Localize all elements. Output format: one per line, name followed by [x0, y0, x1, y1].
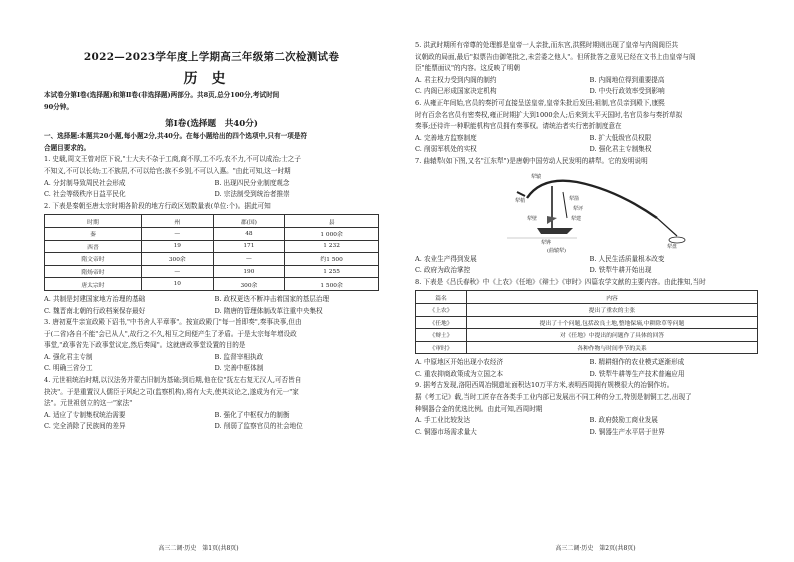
table-cell: 约1 500 — [285, 253, 379, 266]
q9-option-c[interactable]: C. 铜器市场需求量大 — [415, 427, 477, 436]
section-heading: 第Ⅰ卷(选择题 共40分) — [165, 119, 258, 130]
table-cell: — — [141, 265, 213, 278]
q1-stem-2: 不知义,不可以长幼;工不族居,不可以给官;族不乡别,不可以入惠。"由此可知,这一时期 — [44, 166, 291, 175]
table-row — [45, 253, 379, 266]
table-cell: 西晋 — [45, 240, 142, 253]
table-header: 时期 — [45, 215, 142, 228]
q5-stem-3: 臣"能票面议"的内容。这反映了明朝 — [415, 64, 520, 73]
table-cell: 提出了重农的主张 — [467, 303, 758, 316]
label-li-bi: 犁壁 — [527, 215, 538, 222]
table-header: 州 — [141, 215, 213, 228]
instructions-line-1: 一、选择题:本题共20小题,每小题2分,共40分。在每小题给出的四个选项中,只有一项是符 — [44, 132, 308, 141]
label-li-hua: 犁铧 — [541, 239, 552, 246]
plow-figure — [507, 168, 697, 254]
table-header: 内容 — [467, 291, 758, 304]
instructions-line-2: 合题目要求的。 — [44, 143, 91, 152]
table-row — [416, 303, 758, 316]
q4-option-a[interactable]: A. 适应了专制集权统治需要 — [44, 410, 126, 419]
table-cell: 1 232 — [285, 240, 379, 253]
table-row — [416, 329, 758, 342]
q6-option-a[interactable]: A. 完善地方监察制度 — [415, 133, 477, 142]
q5-option-b[interactable]: B. 内阁地位得到重要提高 — [589, 75, 665, 84]
page-2-content — [415, 40, 758, 438]
q8-option-c[interactable]: C. 重农抑商政策成为立国之本 — [415, 369, 504, 378]
q5-stem-1: 5. 洪武时期所有帝尊的处理都是皇帝一人亲批,而东宫,洪熙时期则出现了皇帝与内阁阁臣共 — [415, 41, 679, 49]
q5-options — [415, 75, 758, 98]
q7-options — [415, 254, 758, 277]
q6-stem-1: 6. 从雍正年间始,官员的奏折可直接呈送皇帝,皇帝朱批后发回;祖制,官员亲到殿下,康熙 — [415, 98, 665, 107]
table-header: 郡(国) — [213, 215, 285, 228]
table-cell: 1 255 — [285, 265, 379, 278]
q8-stem-1: 8. 下表是《吕氏春秋》中《上农》《任地》《辩土》《审时》四篇农学文献的主要内容。由此推知,当时 — [415, 277, 706, 286]
table-cell: 唐太宗时 — [45, 278, 142, 291]
table-cell: 19 — [141, 240, 213, 253]
intro-line-2: 90分钟。 — [44, 102, 73, 111]
q5-option-d[interactable]: D. 中央行政效率受到影响 — [589, 87, 665, 96]
q1-option-d[interactable]: D. 宗法制受到统治者推崇 — [214, 190, 290, 199]
q6-options — [415, 133, 758, 156]
q2-option-a[interactable]: A. 共制是封建国家地方治理的基础 — [44, 294, 146, 303]
label-li-yuan: 犁辕 — [531, 173, 542, 180]
question-2 — [44, 201, 379, 317]
q3-option-c[interactable]: C. 明确三省分工 — [44, 364, 93, 373]
q9-options — [415, 415, 758, 438]
table-row — [416, 316, 758, 329]
q4-stem-3: 法"。元世祖创立的这一"家法" — [44, 399, 133, 408]
q4-options — [44, 410, 379, 433]
q5-option-a[interactable]: A. 君主权力受到内阁的制约 — [415, 75, 497, 84]
question-6 — [415, 98, 758, 156]
q9-option-b[interactable]: B. 政府鼓励工商业发展 — [589, 416, 658, 425]
table-cell: 300余 — [213, 278, 285, 291]
table-header: 篇名 — [416, 291, 467, 304]
q7-option-a[interactable]: A. 农业生产得到发展 — [415, 254, 477, 263]
question-7 — [415, 156, 758, 277]
table-cell: 10 — [141, 278, 213, 291]
table-cell: 《审时》 — [416, 341, 467, 354]
table-cell: 提出了十个问题,包括改良土地,整地保墒,中耕除草等问题 — [467, 316, 758, 329]
question-3 — [44, 317, 379, 375]
label-li-pan: 犁盘 — [667, 243, 678, 250]
q1-options — [44, 178, 379, 201]
q3-option-d[interactable]: D. 完善中枢体制 — [214, 364, 264, 373]
question-9 — [415, 380, 758, 438]
table-cell: 1 000余 — [285, 227, 379, 240]
q3-option-a[interactable]: A. 强化君主专制 — [44, 352, 93, 361]
q1-stem-1: 1. 史载,周文王曾对臣下说,"士大夫不杂于工商,商不厚,工不巧,农不力,不可以成治;士之子 — [44, 155, 301, 164]
table-cell: — — [213, 253, 285, 266]
q7-option-c[interactable]: C. 政府为政治掌控 — [415, 266, 471, 275]
table-cell: 《上农》 — [416, 303, 467, 316]
table-cell: 48 — [213, 227, 285, 240]
q1-option-a[interactable]: A. 分封制导致周民社会形成 — [44, 178, 126, 187]
table-cell: 秦 — [45, 227, 142, 240]
table-cell: 171 — [213, 240, 285, 253]
table-row — [45, 265, 379, 278]
table-header-row — [45, 215, 379, 228]
figure-caption: (曲辕犁) — [547, 247, 566, 254]
page-1-footer: 高三二调·历史 第1页(共8页) — [158, 545, 239, 552]
q5-stem-2: 议朝政的局面,最后"拟票告由御笔批之,未尝委之他人"。但所批答之意见已经在文书上由皇帝与阁 — [415, 52, 696, 61]
q6-option-c[interactable]: C. 削弱军机处的实权 — [415, 145, 477, 154]
q3-options — [44, 352, 379, 375]
q6-option-d[interactable]: D. 强化君主专制集权 — [589, 145, 652, 154]
q4-stem-2: 抉决"。于是重置汉人儒臣于风纪之司(监察机构),将有大夫,使其议论之,遂成为有元一"家 — [44, 387, 299, 396]
label-li-jian: 犁箭 — [569, 195, 580, 202]
q2-option-c[interactable]: C. 魏晋南北朝的行政档案保存最好 — [44, 306, 146, 315]
q7-stem-1: 7. 曲辕犁(如下图,又名"江东犁")是唐朝中国劳动人民发明的耕犁。它的发明说明 — [415, 156, 648, 165]
table-row — [45, 227, 379, 240]
table-cell: 《任地》 — [416, 316, 467, 329]
table-row — [45, 278, 379, 291]
q3-stem-2: 于(二省)各自不能"会已从人",故行之不久,相互之间便产生了矛盾。于是太宗每年增设政 — [44, 329, 297, 338]
label-li-shao: 犁梢 — [515, 197, 526, 204]
q9-option-d[interactable]: D. 铜器生产水平居于世界 — [589, 427, 665, 436]
q8-option-d[interactable]: D. 铁犁牛耕等生产技术普遍应用 — [589, 369, 685, 378]
table-row — [416, 341, 758, 354]
q2-stem-1: 2. 下表是秦朝至唐太宗时期各阶段的地方行政区划数量表(单位:个)。据此可知 — [44, 201, 271, 210]
q7-option-b[interactable]: B. 人民生活质量根本改变 — [589, 254, 665, 263]
q5-option-c[interactable]: C. 内阁已形成国家决定机构 — [415, 87, 497, 96]
q6-stem-3: 奏事;还待许一种职能机构官员拥有奏事权。请统治者实行密折制度意在 — [415, 122, 622, 131]
q3-stem-3: 事堂,"政事省先下政事堂议定,然后奏闻"。这就唐政事堂设置的目的是 — [44, 341, 246, 350]
q2-option-d[interactable]: D. 隋唐的管理体制改革注重中央集权 — [214, 306, 323, 315]
q4-option-d[interactable]: D. 削弱了监察官员的社会地位 — [214, 422, 303, 431]
q6-option-b[interactable]: B. 扩大低级官员权限 — [589, 133, 652, 142]
q8-table — [415, 290, 758, 354]
table-cell: — — [141, 227, 213, 240]
table-row — [45, 240, 379, 253]
table-cell: 隋炀帝时 — [45, 265, 142, 278]
q2-option-b[interactable]: B. 政权更迭不断冲击着国家的基层治理 — [214, 294, 330, 303]
q8-option-b[interactable]: B. 精耕细作的农业模式逐渐形成 — [589, 358, 685, 367]
q8-options — [415, 357, 758, 380]
q3-option-b[interactable]: B. 监督宰相执政 — [214, 352, 264, 361]
q9-stem-3: 种铜器合金的优选比例。由此可知,西周时期 — [415, 404, 543, 413]
question-8 — [415, 277, 758, 381]
q3-stem-1: 3. 唐初夏牛亲宣政殿下诏书,"中书舍人平章事"。按宣政殿门"每一旨即奏",奏事决事,但由 — [44, 318, 302, 327]
question-1 — [44, 154, 379, 200]
table-cell: 190 — [213, 265, 285, 278]
table-header: 县 — [285, 215, 379, 228]
q9-stem-1: 9. 据考古发现,洛阳西周冶铜遗址面积达10万平方米,表明西周拥有规模很大的冶铜作坊。 — [415, 381, 674, 390]
q1-option-c[interactable]: C. 社会等级秩序日益平民化 — [44, 190, 126, 199]
table-cell: 对《任地》中提出的问题作了具体的回答 — [467, 329, 758, 342]
q4-stem-1: 4. 元世祖统治时期,以汉法务并蒙古旧制为基础;到后期,他在位"抚左右复无汉人,可否皆自 — [44, 376, 302, 385]
q8-option-a[interactable]: A. 中原地区开始出现小农经济 — [415, 358, 504, 367]
table-cell: 各种作物与时间季节的关系 — [467, 341, 758, 354]
table-cell: 《辩土》 — [416, 329, 467, 342]
q1-option-b[interactable]: B. 出现四民分业制度观念 — [214, 178, 290, 187]
table-cell: 300余 — [141, 253, 213, 266]
q6-stem-2: 时有百余名官员有密奏权,雍正时期扩大到1000余人;后来到太平天国时,名官员参与奏折草拟 — [415, 110, 683, 119]
table-header-row — [416, 291, 758, 304]
q7-option-d[interactable]: D. 铁犁牛耕开始出现 — [589, 266, 652, 275]
label-li-jian-2: 犁建 — [571, 215, 582, 222]
curved-plow-illustration — [507, 168, 697, 254]
q2-table — [44, 214, 379, 291]
label-li-ping: 犁评 — [573, 205, 584, 212]
q9-stem-2: 据《考工记》载,当时工匠存在各类手工业内部已发展出不同工种的分工,特别是制铜工艺,出现了 — [415, 393, 692, 402]
question-5 — [415, 40, 758, 98]
page-2-footer: 高三二调·历史 第2页(共8页) — [555, 545, 636, 552]
table-cell: 1 500余 — [285, 278, 379, 291]
exam-title: 2022—2023学年度上学期高三年级第二次检测试卷 — [83, 51, 340, 63]
page-1-content — [44, 50, 379, 433]
subject-title: 历史 — [183, 71, 240, 87]
table-cell: 隋文帝时 — [45, 253, 142, 266]
intro-line-1: 本试卷分第Ⅰ卷(选择题)和第Ⅱ卷(非选择题)两部分。共8页,总分100分,考试时间 — [44, 91, 280, 99]
page-2 — [397, 0, 794, 562]
q2-options — [44, 294, 379, 317]
q4-option-c[interactable]: C. 完全消除了民族间的差异 — [44, 422, 126, 431]
q9-option-a[interactable]: A. 手工业比较发达 — [415, 416, 471, 425]
q4-option-b[interactable]: B. 强化了中枢权力的制衡 — [214, 410, 290, 419]
question-4 — [44, 375, 379, 433]
